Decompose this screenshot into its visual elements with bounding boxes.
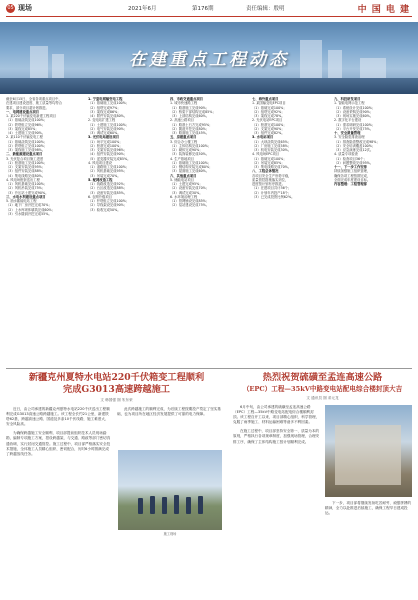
- list-item: （4）土建施工完成90%。: [6, 131, 46, 135]
- list-item: （3）设备安装完成85%。: [88, 190, 128, 195]
- list-item: （3）支架安装完成96%；: [88, 148, 128, 152]
- list-item: （2）组塔完成92%；: [252, 109, 285, 114]
- issue-date: 2021年6月: [128, 6, 157, 12]
- list-item: （3）应急演练完成12次。: [334, 148, 374, 152]
- list-item: （2）问题整改完成95%。: [334, 160, 374, 165]
- list-item: （1）排查隐患整改完成98%；: [334, 139, 380, 144]
- list-heading: 内容整理：工程管理部: [334, 182, 367, 186]
- photo-figure: [162, 497, 167, 514]
- list-item: （3）组件完成82%。: [252, 131, 285, 135]
- list-item: 2. 数字化平台建设: [334, 118, 362, 123]
- list-item: （3）引水隧洞开挖完成55%。: [6, 211, 52, 216]
- list-item: （4）附件安装完成80%。: [88, 114, 128, 118]
- list-item: （3）吊装完成70%。: [88, 173, 121, 178]
- list-heading: 3. 光伏电站建设项目: [88, 135, 120, 140]
- list-item: （2）支架安装完成95%；: [6, 165, 46, 169]
- article-paragraph: 下一步，项目部将继续发扬吃苦耐劳、顽强拼搏的精神，全力以赴推进后续施工，确保工程早日建成投运。: [325, 501, 412, 516]
- list-item: （3）机电安装完成30%。: [252, 148, 292, 152]
- list-heading: 四、市政交通重点项目: [170, 97, 203, 101]
- list-item: 3. 安全隐患排查治理: [334, 135, 365, 140]
- list-item: （1）基础施工完成100%；: [88, 101, 130, 106]
- photo-figure: [174, 495, 179, 514]
- list-item: 6. 农网升级项目: [88, 194, 112, 199]
- list-item: （3）架线完成78%。: [252, 114, 285, 118]
- list-column: [334, 97, 412, 365]
- list-item: （2）砌体完成90%；: [170, 148, 203, 152]
- list-item: 持续加强施工组织管理，: [334, 169, 371, 174]
- list-item: （1）检查项目36个；: [334, 156, 367, 161]
- list-item: （2）导线架设完成90%；: [88, 203, 128, 208]
- list-item: （2）钢结构安装完成80%；: [170, 165, 213, 169]
- list-item: 截至6月15日，全省各项重点项目中，: [6, 97, 62, 101]
- list-item: 在建项目建设进度、施工质量等均符合: [6, 101, 63, 106]
- section-name: 现场: [18, 4, 32, 12]
- list-column: [170, 97, 248, 365]
- list-item: 4. 风电场配套送出工程: [6, 177, 40, 182]
- list-heading: 七、海外重点项目: [252, 97, 279, 101]
- list-item: 5. 储能电站项目: [170, 177, 194, 182]
- list-item: （3）升压站土建完成90%。: [6, 190, 49, 195]
- photo-figure: [150, 496, 155, 514]
- list-item: （1）土建完成95%；: [170, 182, 203, 186]
- banner-ground: [0, 78, 418, 94]
- list-item: （2）设备采购完成90%；: [334, 109, 374, 114]
- list-item: （1）线路改造完成92%；: [88, 182, 128, 186]
- list-item: （1）桩基完成100%；: [252, 122, 287, 127]
- list-item: （1）地下厂房开挖完成70%；: [6, 203, 52, 208]
- list-column: [6, 97, 84, 365]
- list-item: （2）风机吊装完成75%；: [6, 186, 46, 191]
- list-item: （2）上水库坝体填筑完成60%；: [6, 207, 55, 212]
- list-item: （1）杆塔组立完成100%；: [88, 199, 130, 203]
- list-item: （2）安全培训覆盖100%；: [334, 143, 376, 148]
- list-item: （2）设备安装完成70%；: [170, 186, 210, 191]
- article-byline: 文 韩国强 图 朱东荣: [100, 398, 133, 402]
- list-item: （1）基础浇筑完成100%；: [6, 139, 48, 144]
- list-item: 3. 光伏复合项目施工进度: [6, 156, 44, 161]
- list-item: （3）验收完成50%。: [88, 207, 121, 212]
- article-paragraph: 6月中旬，由公司承建的硫磺至孟连高速公路（EPC）工程—35kV中路变电站配电综合楼顺利封顶。该工程自开工以来，项目部精心组织、科学管理，克服了雨季施工、材料运输困难等诸多不利因素。: [233, 405, 320, 425]
- list-item: （2）铁塔组立完成96%；: [6, 122, 46, 127]
- list-item: 进度按计划有序推进。: [252, 182, 285, 186]
- article-headline: 新疆克州夏特水电站220千伏箱变工程顺利: [28, 372, 205, 383]
- list-heading: 九、科技研发项目: [334, 97, 361, 101]
- list-item: 6. 水环境治理工程: [170, 194, 198, 199]
- list-item: （3）路面施工完成45%。: [170, 131, 210, 135]
- list-heading: 3. 水电站项目: [252, 135, 274, 140]
- article-headline: 热烈祝贺硫磺至孟连高速公路: [262, 372, 383, 383]
- photo-building: [335, 425, 401, 485]
- list-item: （1）大坝浇筑完成65%；: [252, 139, 292, 144]
- list-item: 4. 生产基地项目: [170, 156, 194, 161]
- list-item: （2）电气安装完成90%；: [88, 126, 128, 131]
- list-item: （1）基础浇筑完成100%；: [6, 118, 48, 123]
- article-headline: 完成G3013高速跨越施工: [63, 384, 170, 395]
- photo-figure: [186, 497, 191, 514]
- list-item: （3）上部结构完成60%。: [170, 114, 210, 118]
- list-heading: 五、房建重点项目: [170, 135, 197, 140]
- list-item: 要求，部分项目超计划推进。: [6, 105, 49, 110]
- article-photo: [325, 405, 412, 497]
- list-item: （1）风机基础完成100%；: [6, 182, 48, 186]
- list-item: 1. 某220千伏输变电新建工程项目: [6, 114, 57, 118]
- project-list-columns: [6, 97, 412, 365]
- list-item: （1）需求调研完成100%；: [334, 122, 376, 127]
- list-item: 1. 城市快速路工程: [170, 101, 198, 106]
- list-item: （1）在建项目共计36个；: [252, 186, 292, 191]
- list-item: （1）主体结构完成100%；: [170, 143, 212, 148]
- list-item: （2）计划年内投产18个；: [252, 190, 292, 195]
- list-item: 2. 变电站扩建工程: [88, 118, 116, 123]
- list-item: （1）管网铺设完成85%；: [170, 199, 210, 203]
- banner-title: 在建重点工程动态: [129, 50, 289, 70]
- list-heading: 十一、下一步工作安排: [334, 165, 367, 169]
- list-item: 确保各项工程按期完成，: [334, 173, 371, 178]
- list-item: 全面完成年度建设目标。: [334, 177, 371, 182]
- list-heading: 十、安全质量管理: [334, 131, 361, 135]
- article-photo: [118, 450, 222, 536]
- header-divider: [6, 16, 412, 17]
- list-item: （2）台区改造完成88%；: [88, 186, 128, 191]
- list-item: （2）铁塔组立完成100%；: [6, 143, 48, 148]
- article-right: [233, 372, 412, 516]
- newspaper-logo: 中 国 电 建: [357, 5, 410, 15]
- list-item: 5. 抽水蓄能电站工程: [6, 199, 37, 203]
- list-item: （3）屋面施工完成60%。: [170, 169, 210, 174]
- list-heading: 二、新能源建设重点项目: [6, 152, 43, 157]
- article-headline: （EPC）工程—35kV中路变电站配电综合楼封顶大吉: [242, 385, 403, 393]
- list-item: （1）路基土石方完成95%；: [170, 122, 213, 127]
- list-item: （3）组件安装完成88%；: [6, 169, 46, 174]
- list-item: （3）调试完成60%。: [88, 131, 121, 135]
- list-item: （1）系统设计完成100%；: [334, 105, 376, 110]
- list-item: （3）现场实施完成60%。: [334, 114, 374, 118]
- list-item: （1）土建施工完成100%；: [88, 122, 130, 127]
- article-byline: 文 通讯员 图 邓元龙: [306, 396, 339, 400]
- list-item: 1. 某国输变电EPC项目: [252, 101, 286, 106]
- article-paragraph: 在施工过程中，项目部坚持安全第一、质量为本的原则，严格执行各项规章制度，加强现场管理，合理安排工序，确保了主体结构施工按计划顺利完成。: [233, 429, 320, 444]
- list-item: （1）道路施工完成100%；: [88, 165, 130, 169]
- list-item: 2. 高速公路项目: [170, 118, 194, 123]
- list-item: （3）集电线路完成70%。: [252, 165, 292, 169]
- list-heading: 三、水电水利建设重点项目: [6, 194, 46, 199]
- page-number: 05: [7, 5, 14, 11]
- list-item: （2）桩基完成100%；: [88, 143, 123, 148]
- list-heading: 1. 宁夏电网输变电工程: [88, 97, 123, 101]
- list-item: （2）风机基础完成95%；: [88, 169, 128, 174]
- article-paragraph: 近日，由公司承建的新疆克州夏特水电站220千伏送出工程顺利完成G3013高速公路跨越施工。该工程全长约21公里，新建铁塔62基，跨越高速公路、国道及多条10千伏线路，施工难度大、安全风险高。: [6, 407, 110, 427]
- list-item: 2. 某110千伏输变电工程: [6, 135, 43, 140]
- list-item: （4）组件安装完成90%；: [88, 152, 128, 157]
- article-paragraph: 为确保跨越施工安全顺利，项目部提前组织技术人员现场踏勘，编制专项施工方案，搭设跨越架，与交通、路政等部门密切沟通协调，实行封闭交通管控。施工过程中，项目部严格落实安全技术措施，全体施工人员精心组织、密切配合，历时6小时圆满完成了跨越放线任务。: [6, 431, 111, 456]
- list-item: 4. 风电场EPC项目: [252, 152, 280, 157]
- list-item: 3. 综合办公楼工程: [170, 139, 198, 144]
- list-item: （1）基础完成100%；: [252, 105, 287, 110]
- list-heading: 一、电网建设重点项目: [6, 109, 39, 114]
- list-item: 4. 质量专项检查: [334, 152, 358, 157]
- list-item: （2）厂房施工完成58%；: [252, 143, 292, 148]
- list-item: 4. 风电项目建设: [88, 160, 112, 165]
- list-item: 2. 光伏电站EPC项目: [252, 118, 283, 123]
- list-heading: 六、其他重点项目: [170, 173, 197, 178]
- section-divider: [6, 368, 412, 369]
- article-paragraph: 此次跨越施工的顺利完成，为后续工程按期投产奠定了坚实基础，也为项目所在地区经济发展提供了可靠的电力保障。: [117, 407, 222, 417]
- list-item: （2）组塔完成97%；: [88, 105, 121, 110]
- list-item: （2）支架完成90%；: [252, 126, 285, 131]
- list-item: （3）架线完成86%；: [88, 109, 121, 114]
- list-column: [88, 97, 166, 365]
- list-item: （3）装饰装修完成50%。: [170, 152, 210, 157]
- list-item: （1）基础完成100%；: [252, 156, 287, 161]
- photo-figure: [138, 498, 143, 514]
- list-item: 1. 智能电网示范工程: [334, 101, 365, 106]
- list-item: （2）平台开发完成75%。: [334, 126, 374, 131]
- issue-number: 第176期: [192, 6, 214, 12]
- list-item: 各项目安全生产形势平稳，: [252, 173, 292, 178]
- list-heading: 5. 配网改造工程: [88, 177, 113, 182]
- list-item: （2）桥梁下部结构完成85%；: [170, 109, 216, 114]
- list-item: （2）吊装完成85%；: [252, 160, 285, 165]
- list-item: （5）逆变器安装完成85%。: [88, 156, 131, 161]
- list-item: （3）架线完成85%；: [6, 126, 39, 131]
- list-item: （1）路基施工完成90%；: [170, 105, 210, 110]
- responsible-editor: 责任编辑：殷明: [246, 6, 285, 12]
- list-item: （1）基础施工完成100%；: [170, 160, 212, 165]
- list-column: [252, 97, 330, 365]
- section-banner: [0, 22, 418, 94]
- page-header: [0, 0, 418, 16]
- photo-figure: [198, 496, 203, 514]
- list-item: （2）隧道开挖完成80%；: [170, 126, 210, 131]
- list-item: 质量管控措施落实到位，: [252, 177, 289, 182]
- list-item: （3）已完成投资比例62%。: [252, 194, 295, 199]
- list-heading: 八、工程总体情况: [252, 169, 279, 174]
- article-left: [6, 372, 227, 457]
- list-item: （1）桩基施工完成100%；: [6, 160, 48, 165]
- list-item: （2）泵站建设完成75%。: [170, 203, 210, 208]
- list-item: （4）集电线路完成80%。: [6, 173, 46, 178]
- list-item: （1）场平完成100%；: [88, 139, 123, 144]
- list-item: （3）调试完成30%。: [170, 190, 203, 195]
- photo-caption: 施工现场: [163, 532, 177, 536]
- list-item: （3）架线施工完成98%。: [6, 148, 46, 152]
